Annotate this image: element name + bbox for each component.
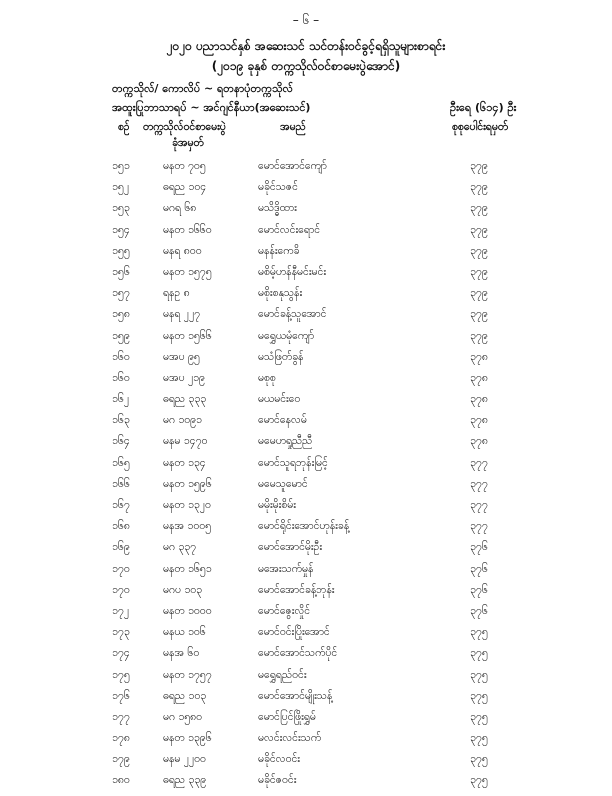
- row-reg-number: ဓရည ၁၀၄: [163, 181, 207, 194]
- row-reg-number: ဓရည ၁၀၃: [163, 689, 207, 702]
- row-number: ၁၆၇: [112, 499, 130, 511]
- table-row: [0, 330, 612, 351]
- table-row: [0, 478, 612, 499]
- page-number: – ၆ –: [292, 13, 320, 27]
- row-score: ၃၇၅: [470, 647, 488, 660]
- table-row: [0, 605, 612, 626]
- row-score: ၃၇၉: [470, 308, 488, 321]
- results-table: [0, 160, 612, 796]
- row-name: မအေးသက်မှုန်: [258, 562, 314, 575]
- row-score: ၃၇၈: [470, 414, 488, 427]
- row-name: မောင်အောင်ခန့်ဘုန်း: [258, 583, 335, 596]
- row-reg-number: မနရ ၂၂၇: [163, 308, 201, 321]
- row-number: ၁၅၃: [112, 202, 130, 215]
- row-name: မောင်လင်းရောင်: [258, 223, 321, 236]
- row-reg-number: မနတ ၁၅၆၆: [163, 329, 212, 342]
- table-row: [0, 160, 612, 181]
- row-reg-number: မနယ ၁၀၆: [163, 626, 206, 639]
- table-row: [0, 393, 612, 414]
- row-name: မယမင်းဝေ: [258, 393, 301, 406]
- document-subtitle: (၂၀၁၉ ခုနှစ် တက္ကသိုလ်ဝင်စာမေးပွဲအောင်): [211, 59, 401, 73]
- row-reg-number: မနတ ၁၆၆၀: [163, 223, 212, 236]
- row-reg-number: မဂပ ၁၀၃: [163, 583, 203, 596]
- table-row: [0, 351, 612, 372]
- row-score: ၃၇၉: [470, 223, 488, 236]
- row-name: မစုစု: [258, 371, 276, 384]
- row-name: မောင်ဇွေးလှိုင်: [258, 604, 311, 617]
- row-reg-number: မနတ ၁၅၇၅: [163, 265, 212, 278]
- row-name: မသိဒ္ဓိထား: [258, 202, 297, 215]
- row-reg-number: မဂ ၁၀၉၁: [163, 414, 202, 427]
- row-score: ၃၇၅: [470, 732, 488, 745]
- row-name: မောင်အောင်မျိုးသန့်: [258, 689, 333, 702]
- row-score: ၃၇၉: [470, 202, 488, 215]
- table-row: [0, 435, 612, 456]
- row-name: မောင်ပြင်ဖြိုးရွှမ်: [258, 710, 316, 723]
- row-number: ၁၅၈: [112, 308, 130, 321]
- row-number: ၁၆၆: [112, 477, 130, 490]
- row-name: မခိုင်သဇင်: [258, 181, 298, 194]
- row-name: မောင်ရိုင်းအောင်ဟုန်းခန့်: [258, 520, 350, 533]
- row-score: ၃၇၅: [470, 774, 488, 787]
- row-reg-number: မနတ ၁၀၀၀: [163, 604, 212, 617]
- row-reg-number: မနရ ၈၀၀: [163, 244, 202, 257]
- table-row: [0, 372, 612, 393]
- row-number: ၁၆၂: [112, 393, 129, 406]
- row-reg-number: ဓရည ၃၃၉: [163, 774, 207, 787]
- row-score: ၃၇၇: [470, 520, 488, 533]
- row-score: ၃၇၆: [470, 583, 488, 596]
- table-row: [0, 647, 612, 668]
- row-score: ၃၇၅: [470, 753, 488, 766]
- row-name: မောင်ခန့်သူအောင်: [258, 308, 327, 321]
- row-number: ၁၇၈: [112, 732, 130, 745]
- row-name: မောင်အောင်ကျော်: [258, 160, 327, 172]
- row-number: ၁၆၃: [112, 414, 130, 427]
- table-row: [0, 732, 612, 753]
- table-row: [0, 669, 612, 690]
- table-row: [0, 584, 612, 605]
- row-name: မစိမ့်ဟန်နီမင်းမင်း: [258, 265, 327, 278]
- row-reg-number: မအပ ၉၅: [163, 350, 200, 363]
- row-number: ၁၅၁: [112, 160, 130, 172]
- row-name: မမိုးမိုးစိမ်း: [258, 499, 296, 511]
- row-reg-number: မနတ ၁၇၅၇: [163, 668, 212, 681]
- row-number: ၁၆၀: [112, 350, 130, 363]
- row-number: ၁၅၇: [112, 287, 130, 300]
- row-score: ၃၇၈: [470, 371, 488, 384]
- row-reg-number: မနမ ၁၄၇၀: [163, 435, 208, 448]
- table-row: [0, 541, 612, 562]
- document-title: ၂၀၂၀ ပညာသင်နှစ် အဆေးသင် သင်တန်းဝင်ခွင့်ရရှိသူများစာရင်း: [166, 39, 446, 53]
- column-header-reg: တက္ကသိုလ်ဝင်စာမေးပွဲ: [143, 121, 226, 133]
- row-number: ၁၇၃: [112, 626, 130, 639]
- row-name: မခိုင်ဇဝင်း: [258, 774, 297, 787]
- table-row: [0, 202, 612, 223]
- row-score: ၃၇၇: [470, 499, 488, 511]
- row-score: ၃၇၈: [470, 350, 488, 363]
- row-number: ၁၅၉: [112, 329, 130, 342]
- row-score: ၃၇၉: [470, 329, 488, 342]
- row-name: မောင်ဝင်းပြိုးအောင်: [258, 626, 330, 639]
- row-score: ၃၇၅: [470, 668, 488, 681]
- table-row: [0, 690, 612, 711]
- row-reg-number: မနတ ၁၃၉၆: [163, 732, 212, 745]
- row-reg-number: မနအ ၁၀၀၅: [163, 520, 212, 533]
- column-header-no: စဉ်: [118, 121, 130, 133]
- table-row: [0, 499, 612, 520]
- row-name: မနန်းကေခိ: [258, 244, 300, 257]
- row-score: ၃၇၆: [470, 604, 488, 617]
- row-score: ၃၇၇: [470, 477, 488, 490]
- row-number: ၁၅၆: [112, 265, 130, 278]
- row-number: ၁၆၅: [112, 456, 130, 469]
- table-row: [0, 753, 612, 774]
- row-name: မမေသူမောင်: [258, 477, 308, 490]
- row-number: ၁၆၈: [112, 520, 130, 533]
- row-number: ၁၇၂: [112, 604, 129, 617]
- row-name: မသံဖြတ်ခွန်: [258, 350, 304, 363]
- row-number: ၁၆၄: [112, 435, 130, 448]
- table-row: [0, 245, 612, 266]
- row-name: မောင်နေလမ်: [258, 414, 307, 427]
- row-name: မရွှေယမုံကျော်: [258, 329, 315, 342]
- row-reg-number: မအပ ၂၁၉: [163, 371, 205, 384]
- column-header-reg-sub: ခုံအမှတ်: [172, 137, 204, 149]
- row-number: ၁၇၇: [112, 710, 130, 723]
- row-name: မရွှေရည်ဝင်း: [258, 668, 307, 681]
- row-score: ၃၇၉: [470, 160, 488, 172]
- row-number: ၁၆၀: [112, 371, 130, 384]
- row-reg-number: မနအ ၆၀: [163, 647, 200, 660]
- row-score: ၃၇၆: [470, 562, 488, 575]
- row-number: ၁၇၀: [112, 583, 130, 596]
- row-score: ၃၇၇: [470, 456, 488, 469]
- row-number: ၁၇၄: [112, 647, 130, 660]
- table-row: [0, 266, 612, 287]
- table-row: [0, 287, 612, 308]
- row-reg-number: မနမ ၂၂၀၀: [163, 753, 206, 766]
- subject-line: အထူးပြုဘာသာရပ် ~ အင်ဂျင်နီယာ(အဆေးသင်): [112, 101, 311, 114]
- row-name: မောင်အောင်မိုးဦး: [258, 541, 323, 554]
- row-name: မခိုင်လဝင်း: [258, 753, 300, 766]
- table-row: [0, 626, 612, 647]
- table-row: [0, 308, 612, 329]
- row-reg-number: မနတ ၁၃၄: [163, 456, 206, 469]
- row-score: ၃၇၉: [470, 181, 488, 194]
- quota-line: ဦးရေ (၆၁၄) ဦး: [450, 101, 517, 114]
- table-row: [0, 181, 612, 202]
- row-name: မလင်းလင်းသက်: [258, 732, 322, 745]
- column-header-score: စုစုပေါင်းရမှတ်: [452, 121, 509, 133]
- row-reg-number: ဓရည ၃၃၃: [163, 393, 207, 406]
- row-number: ၁၅၂: [112, 181, 129, 194]
- table-row: [0, 711, 612, 732]
- row-name: မောင်သူရဘုန်းမြင့်: [258, 456, 328, 469]
- row-reg-number: မနတ ၁၃၂၀: [163, 499, 211, 511]
- row-score: ၃၇၆: [470, 541, 488, 554]
- table-row: [0, 457, 612, 478]
- column-header-name: အမည်: [280, 121, 306, 133]
- row-name: မမေဟရှုညီညီ: [258, 435, 313, 448]
- row-reg-number: မနတ ၇၀၅: [163, 160, 206, 172]
- table-row: [0, 224, 612, 245]
- row-reg-number: မဂရ ၆၈: [163, 202, 197, 215]
- row-score: ၃၇၅: [470, 710, 488, 723]
- table-row: [0, 563, 612, 584]
- row-score: ၃၇၅: [470, 689, 488, 702]
- row-score: ၃၇၉: [470, 287, 488, 300]
- row-reg-number: မဂ ၁၅၈၀: [163, 710, 203, 723]
- row-score: ၃၇၈: [470, 435, 488, 448]
- row-score: ၃၇၈: [470, 393, 488, 406]
- table-row: [0, 774, 612, 795]
- row-name: မောင်အောင်သက်ပိုင်: [258, 647, 338, 660]
- row-reg-number: ရနဥ ၈: [163, 287, 190, 300]
- row-number: ၁၇၆: [112, 689, 130, 702]
- row-score: ၃၇၉: [470, 265, 488, 278]
- row-number: ၁၇၅: [112, 668, 130, 681]
- university-line: တက္ကသိုလ်/ ကောလိပ် ~ ရတနာပုံတက္ကသိုလ်: [112, 82, 293, 95]
- row-reg-number: မဂ ၃၃၇: [163, 541, 197, 554]
- row-number: ၁၅၅: [112, 244, 130, 257]
- row-score: ၃၇၅: [470, 626, 488, 639]
- row-number: ၁၈၀: [112, 774, 130, 787]
- table-row: [0, 520, 612, 541]
- row-number: ၁၆၉: [112, 541, 130, 554]
- row-score: ၃၇၉: [470, 244, 488, 257]
- table-row: [0, 414, 612, 435]
- row-reg-number: မနတ ၁၅၉၆: [163, 477, 212, 490]
- row-reg-number: မနတ ၁၆၅၁: [163, 562, 212, 575]
- row-number: ၁၇၀: [112, 562, 130, 575]
- row-number: ၁၅၄: [112, 223, 130, 236]
- row-number: ၁၇၉: [112, 753, 130, 766]
- row-name: မစိုးစနုသွန်း: [258, 287, 303, 300]
